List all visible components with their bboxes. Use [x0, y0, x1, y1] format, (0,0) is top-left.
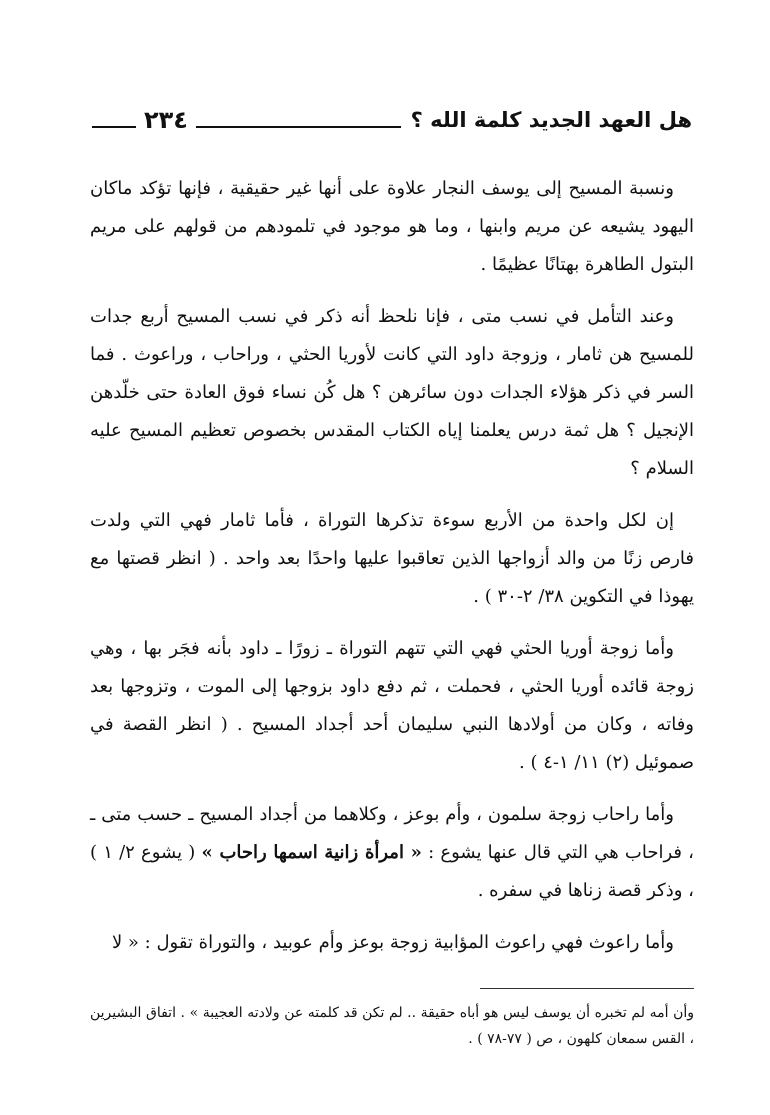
running-title: هل العهد الجديد كلمة الله ؟ — [410, 108, 692, 132]
paragraph: وعند التأمل في نسب متى ، فإنا نلحظ أنه ذكر في نسب المسيح أربع جدات للمسيح هن ثامار ، وزوجة داود التي كانت لأوريا الحثي ، وراحاب ، وراعوث . فما السر في ذكر هؤلاء الجدات دون سائرهن ؟ هل كُن نساء فوق العادة حتى خلّدهن الإنجيل ؟ هل ثمة درس يعلمنا إياه الكتاب المقدس بخصوص تعظيم المسيح عليه السلام ؟ — [90, 306, 694, 479]
page-number: ٢٣٤ — [144, 106, 188, 134]
page-header — [92, 100, 692, 140]
paragraph: وأما زوجة أوريا الحثي فهي التي تتهم التوراة ـ زورًا ـ داود بأنه فجَر بها ، وهي زوجة قائده أوريا الحثي ، فحملت ، ثم دفع داود بزوجها إلى الموت ، وتزوجها بعد وفاته ، وكان من أولادها النبي سليمان أحد أجداد المسيح . ( انظر القصة في صموئيل (٢) ١١/ ١-٤ ) . — [90, 638, 694, 773]
paragraph-text: وأما راحاب زوجة سلمون ، وأم بوعز ، وكلاهما من أجداد المسيح ـ حسب متى ـ ، فراحاب هي التي قال عنها يشوع : — [90, 804, 694, 863]
header-rule — [196, 126, 401, 128]
paragraph-rahab — [90, 796, 694, 910]
footnote: وأن أمه لم تخبره أن يوسف ليس هو أباه حقيقة .. لم تكن قد كلمته عن ولادته العجيبة » . اتفاق البشيرين ، القس سمعان كلهون ، ص ( ٧٧-٧٨ ) . — [90, 1005, 694, 1047]
paragraph: ونسبة المسيح إلى يوسف النجار علاوة على أنها غير حقيقية ، فإنها تؤكد ماكان اليهود يشيعه عن مريم وابنها ، وما هو موجود في تلمودهم من قولهم على مريم البتول الطاهرة بهتانًا عظيمًا . — [90, 178, 694, 275]
paragraph-text: ( يشوع ٢/ ١ ) ، وذكر قصة زناها في سفره . — [90, 842, 694, 901]
header-rule-left — [92, 126, 136, 128]
footnote-separator — [480, 988, 694, 989]
paragraph: إن لكل واحدة من الأربع سوءة تذكرها التوراة ، فأما ثامار فهي التي ولدت فارص زنًا من والد أزواجها الذين تعاقبوا عليها واحدًا بعد واحد . ( انظر قصتها مع يهوذا في التكوين ٣٨/ ٢-٣٠ ) . — [90, 510, 694, 607]
main-text — [90, 170, 694, 962]
quoted-verse: « امرأة زانية اسمها راحاب » — [201, 842, 422, 863]
paragraph: وأما راعوث فهي راعوث المؤابية زوجة بوعز وأم عوبيد ، والتوراة تقول : « لا — [111, 932, 674, 953]
